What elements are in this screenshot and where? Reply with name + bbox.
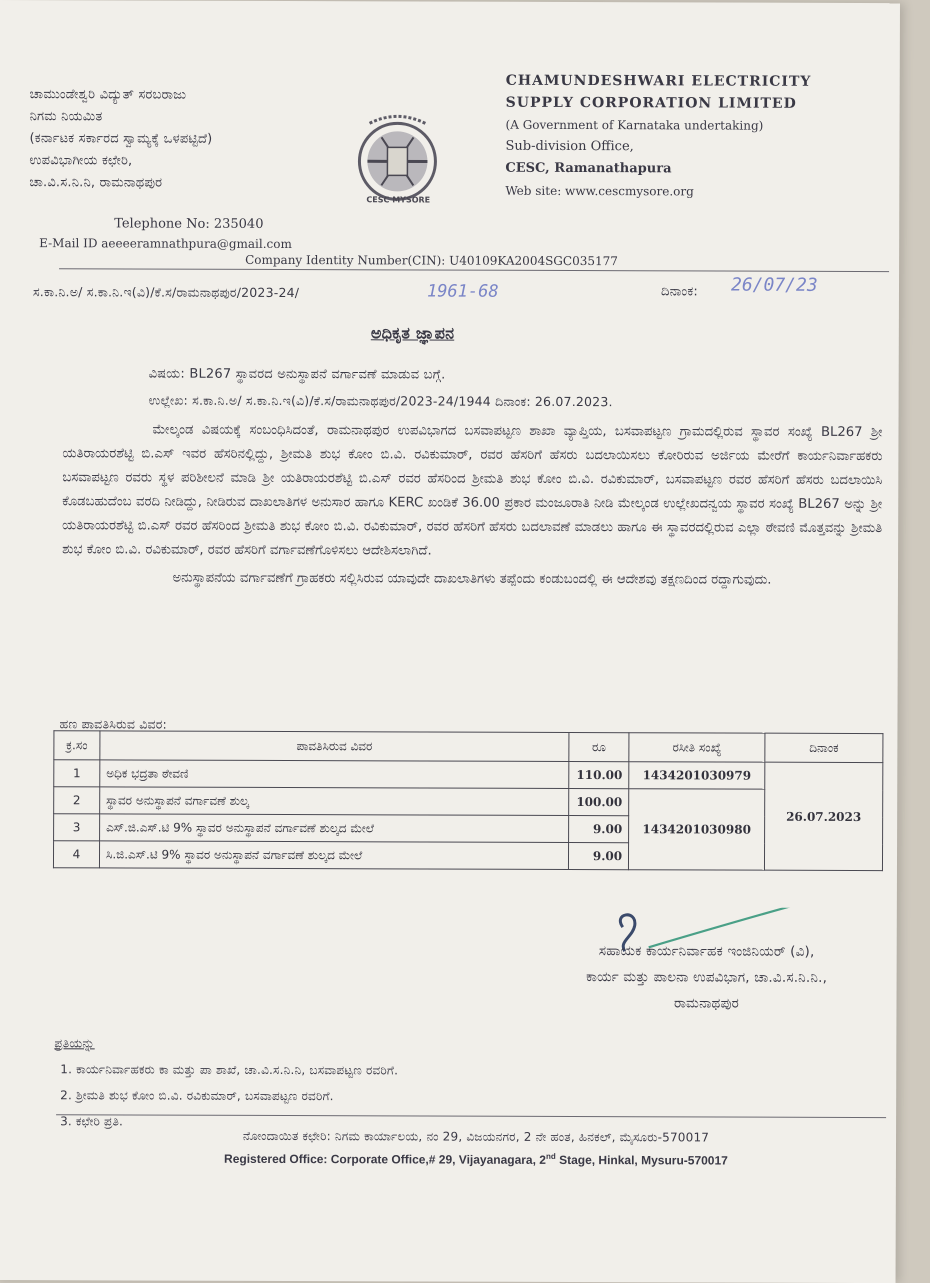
table-caption: ಹಣ ಪಾವತಿಸಿರುವ ವಿವರ: [59,716,168,732]
row-description: ಎಸ್.ಜಿ.ಎಸ್.ಟಿ 9% ಸ್ಥಾವರ ಅನುಸ್ಥಾಪನೆ ವರ್ಗಾವಣೆ ಶುಲ್ಕದ ಮೇಲೆ [100,814,569,843]
copy-recipient: 2. ಶ್ರೀಮತಿ ಶುಭ ಕೋಂ ಬಿ.ವಿ. ರವಿಕುಮಾರ್, ಬಸವಾಪಟ್ಟಣ ರವರಿಗೆ. [60,1088,334,1104]
reference-stamp: 1961-68 [426,281,499,302]
copy-recipient: 3. ಕಛೇರಿ ಪ್ರತಿ. [60,1114,124,1129]
table-header-row [54,731,883,763]
footer-superscript: nd [545,1151,556,1161]
signatory-location: ರಾಮನಾಥಪುರ [673,995,740,1012]
row-amount: 110.00 [569,761,629,788]
column-header: ದಿನಾಂಕ [765,733,883,762]
column-header: ಪಾವತಿಸಿರುವ ವಿವರ [100,731,569,762]
receipt-number: 1434201030979 [629,762,765,789]
body-note: ಅನುಸ್ಥಾಪನೆಯ ವರ್ಗಾವಣೆಗೆ ಗ್ರಾಹಕರು ಸಲ್ಲಿಸಿರುವ ಯಾವುದೇ ದಾಖಲಾತಿಗಳು ತಪ್ಪೆಂದು ಕಂಡುಬಂದಲ್ಲಿ ಈ ಆದೇಶವು ತಕ್ಷಣದಿಂದ ರದ್ದಾಗುವುದು. [172,570,772,588]
website: Web site: www.cescmysore.org [505,183,694,199]
letterhead-left-line: ಚಾ.ವಿ.ಸ.ನಿ.ನಿ, ರಾಮನಾಥಪುರ [29,175,163,191]
cesc-logo [351,111,443,207]
logo-caption: CESC MYSORE [366,195,431,205]
document-title: ಅಧಿಕೃತ ಜ್ಞಾಪನ [370,323,455,343]
signatory-designation: ಸಹಾಯಕ ಕಾರ್ಯನಿರ್ವಾಹಕ ಇಂಜಿನಿಯರ್ (ವಿ), [598,943,815,960]
row-amount: 100.00 [569,788,629,815]
signature-block [536,938,876,1017]
payment-date: 26.07.2023 [764,762,882,870]
telephone: Telephone No: 235040 [114,216,264,232]
column-header: ರಸೀತಿ ಸಂಖ್ಯೆ [629,733,765,762]
letterhead-right-line: CESC, Ramanathapura [505,160,672,177]
table-row [54,760,883,790]
letterhead-left-line: (ಕರ್ನಾಟಕ ಸರ್ಕಾರದ ಸ್ವಾಮ್ಯಕ್ಕೆ ಒಳಪಟ್ಟಿದೆ) [29,131,213,147]
company-name-line1: CHAMUNDESHWARI ELECTRICITY [505,72,812,90]
row-amount: 9.00 [569,815,629,842]
copy-recipient: 1. ಕಾರ್ಯನಿರ್ವಾಹಕರು ಕಾ ಮತ್ತು ಪಾ ಶಾಖೆ, ಚಾ.ವಿ.ಸ.ನಿ.ನಿ, ಬಸವಾಪಟ್ಟಣ ರವರಿಗೆ. [60,1062,399,1078]
table-row [54,787,883,817]
reference-number: ಸ.ಕಾ.ನಿ.ಅ/ ಸ.ಕಾ.ನಿ.ಇ(ವಿ)/ಕೆ.ಸ/ರಾಮನಾಥಪುರ/2023-24/ [32,284,300,301]
letterhead-right-line: (A Government of Karnataka undertaking) [505,117,764,133]
receipt-number: 1434201030980 [629,789,765,870]
payment-table [53,730,883,871]
body-paragraph: ಮೇಲ್ಕಂಡ ವಿಷಯಕ್ಕೆ ಸಂಬಂಧಿಸಿದಂತೆ, ರಾಮನಾಥಪುರ ಉಪವಿಭಾಗದ ಬಸವಾಪಟ್ಟಣ ಶಾಖಾ ವ್ಯಾಪ್ತಿಯ, ಬಸವಾಪಟ್ಟಣ ಗ್ರಾಮದಲ್ಲಿರುವ ಸ್ಥಾವರ ಸಂಖ್ಯೆ BL267 ಶ್ರೀ ಯತಿರಾಯರಶೆಟ್ಟಿ ಬಿ.ಎಸ್ ಇವರ ಹೆಸರಿನಲ್ಲಿದ್ದು, ಶ್ರೀಮತಿ ಶುಭ ಕೋಂ ಬಿ.ವಿ. ರವಿಕುಮಾರ್, ರವರ ಹೆಸರಿಗೆ ಹೆಸರು ಬದಲಾಯಿಸಲು ಕೋರಿರುವ ಅರ್ಜಿಯ ಮೇರೆಗೆ ಕಾರ್ಯನಿರ್ವಾಹಕರು ಬಸವಾಪಟ್ಟಣ ರವರು ಸ್ಥಳ ಪರಿಶೀಲನೆ ಮಾಡಿ ಶ್ರೀ ಯತಿರಾಯರಶೆಟ್ಟಿ ಬಿ.ಎಸ್ ರವರ ಹೆಸರಿಂದ ಶ್ರೀಮತಿ ಶುಭ ಕೋಂ ಬಿ.ವಿ. ರವಿಕುಮಾರ್, ಬಸವಾಪಟ್ಟಣ ರವರ ಹೆಸರಿಗೆ ಹೆಸರು ಬದಲಾಯಿಸಿ ಕೊಡಬಹುದೆಂಬ ವರದಿ ನೀಡಿದ್ದು, ನೀಡಿರುವ ದಾಖಲಾತಿಗಳ ಅನುಸಾರ ಹಾಗೂ KERC ಖಂಡಿಕೆ 36.00 ಪ್ರಕಾರ ಮಂಜೂರಾತಿ ನೀಡಿ ಮೇಲ್ಕಂಡ ಉಲ್ಲೇಖದನ್ವಯ ಸ್ಥಾವರ ಸಂಖ್ಯೆ BL267 ಅನ್ನು ಶ್ರೀ ಯತಿರಾಯರಶೆಟ್ಟಿ ಬಿ.ಎಸ್ ರವರ ಹೆಸರಿಂದ ಶ್ರೀಮತಿ ಶುಭ ಕೋಂ ಬಿ.ವಿ. ರವಿಕುಮಾರ್, ರವರ ಹೆಸರಿಗೆ ಹೆಸರು ಬದಲಾವಣೆ ಮಾಡಲು ಹಾಗೂ ಈ ಸ್ಥಾವರದಲ್ಲಿರುವ ಎಲ್ಲಾ ಠೇವಣಿ ಮೊತ್ತವನ್ನು ಶ್ರೀಮತಿ ಶುಭ ಕೋಂ ಬಿ.ವಿ. ರವಿಕುಮಾರ್, ರವರ ಹೆಸರಿಗೆ ವರ್ಗಾವಣೆಗೊಳಿಸಲು ಆದೇಶಿಸಲಾಗಿದೆ. [62,422,883,559]
row-description: ಸ್ಥಾವರ ಅನುಸ್ಥಾಪನೆ ವರ್ಗಾವಣೆ ಶುಲ್ಕ [100,787,569,816]
copies-title: ಪ್ರತಿಯನ್ನು [54,1036,95,1051]
letterhead-left-line: ಚಾಮುಂಡೇಶ್ವರಿ ವಿದ್ಯುತ್ ಸರಬರಾಜು [29,87,187,103]
column-header: ಕ್ರ.ಸಂ [54,731,100,760]
date-label: ದಿನಾಂಕ: [660,284,699,300]
letterhead-left-line: ಉಪವಿಭಾಗೀಯ ಕಛೇರಿ, [29,153,133,169]
column-header: ರೂ [569,732,629,761]
copies-list [54,1030,398,1135]
row-serial: 1 [54,760,100,787]
row-amount: 9.00 [569,842,629,869]
letterhead-right [505,70,865,203]
row-serial: 4 [53,841,99,868]
footer-address-kannada: ನೋಂದಾಯಿತ ಕಛೇರಿ: ನಿಗಮ ಕಾರ್ಯಾಲಯ, ನಂ 29, ವಿಜಯನಗರ, 2 ನೇ ಹಂತ, ಹಿನಕಲ್, ಮೈಸೂರು-570017 [242,1128,710,1145]
row-description: ಸಿ.ಜಿ.ಎಸ್.ಟಿ 9% ಸ್ಥಾವರ ಅನುಸ್ಥಾಪನೆ ವರ್ಗಾವಣೆ ಶುಲ್ಕದ ಮೇಲೆ [99,841,568,870]
company-identity-number: Company Identity Number(CIN): U40109KA2004SGC035177 [245,252,618,269]
header-divider [59,268,889,272]
row-description: ಅಧಿಕ ಭದ್ರತಾ ಠೇವಣಿ [100,760,569,789]
footer-address-english [0,1150,896,1168]
letterhead-right-line: Sub-division Office, [505,138,634,155]
signatory-office: ಕಾರ್ಯ ಮತ್ತು ಪಾಲನಾ ಉಪವಿಭಾಗ, ಚಾ.ವಿ.ಸ.ನಿ.ನಿ., [586,969,828,986]
footer-address-part: Stage, Hinkal, Mysuru-570017 [555,1152,728,1168]
letterhead-left [29,84,349,195]
footer-address-part: Registered Office: Corporate Office,# 29, Vijayanagara, 2 [224,1151,546,1167]
row-serial: 2 [54,787,100,814]
company-name-line2: SUPPLY CORPORATION LIMITED [505,94,797,112]
subject: ವಿಷಯ: BL267 ಸ್ಥಾವರದ ಅನುಸ್ಥಾಪನೆ ವರ್ಗಾವಣೆ ಮಾಡುವ ಬಗ್ಗೆ. [148,366,446,383]
date-value: 26/07/23 [730,274,818,296]
email: E-Mail ID aeeeeramnathpura@gmail.com [39,236,292,252]
letterhead-left-line: ನಿಗಮ ನಿಯಮಿತ [29,109,103,125]
reference: ಉಲ್ಲೇಖ: ಸ.ಕಾ.ನಿ.ಅ/ ಸ.ಕಾ.ನಿ.ಇ(ವಿ)/ಕೆ.ಸ/ರಾಮನಾಥಪುರ/2023-24/1944 ದಿನಾಂಕ: 26.07.2023. [148,392,613,410]
row-serial: 3 [54,814,100,841]
letter-body [62,418,883,593]
